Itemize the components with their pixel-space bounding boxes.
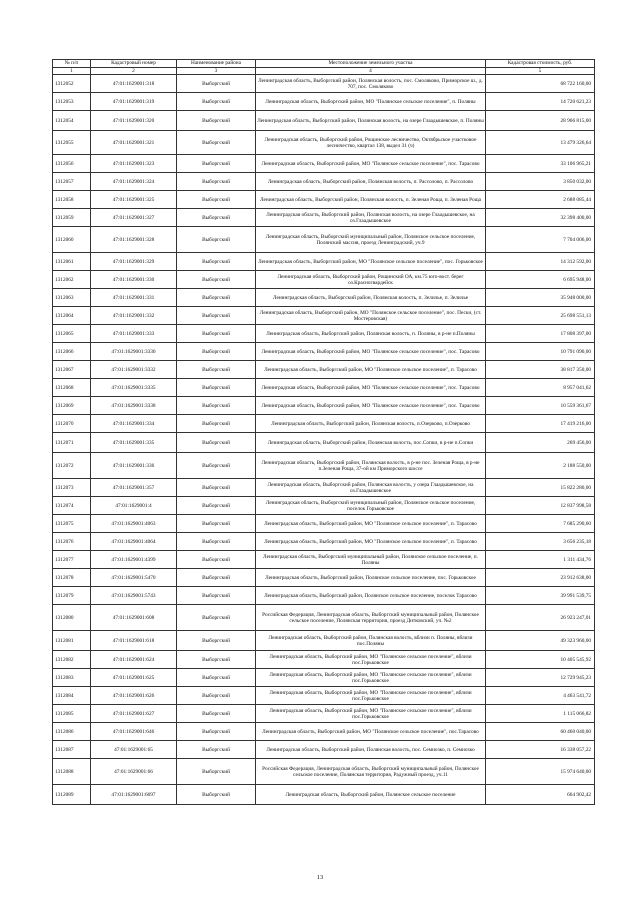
location-cell: Ленинградская область, Выборгский район, Рощинское лесничество, Октябрьское участковое лесничество, квартал 138, выдел 31 (ч) bbox=[256, 131, 486, 155]
cadastral-value-cell: 8 957 041,62 bbox=[486, 379, 595, 397]
location-cell: Ленинградская область, Выборгский муниципальный район, Полянское сельское поселение, поселок Горьковское bbox=[256, 497, 486, 515]
district-cell: Выборгский bbox=[177, 515, 256, 533]
row-number-cell: 1312066 bbox=[53, 343, 91, 361]
location-cell: Ленинградская область, Выборгский район, Полянская волость, п. Поляны, в р-не п.Поляны bbox=[256, 325, 486, 343]
cadastral-number-cell: 47:01:1629001:4 bbox=[91, 497, 177, 515]
cadastral-table bbox=[52, 59, 595, 805]
cadastral-value-cell: 269 456,00 bbox=[486, 433, 595, 453]
location-cell: Ленинградская область, Выборгский район, МО "Полянское сельское поселение", вблизи пос.Горьковское bbox=[256, 651, 486, 669]
cadastral-value-cell: 3 850 032,00 bbox=[486, 173, 595, 191]
row-number-cell: 1312071 bbox=[53, 433, 91, 453]
cadastral-value-cell: 2 188 550,00 bbox=[486, 453, 595, 479]
table-row bbox=[53, 631, 595, 651]
location-cell: Ленинградская область, Выборгский район, МО "Полянское сельское поселение", вблизи пос.Горьковское bbox=[256, 669, 486, 687]
table-row bbox=[53, 191, 595, 209]
cadastral-number-cell: 47:01:1629001:318 bbox=[91, 75, 177, 93]
cadastral-number-cell: 47:01:1629001:324 bbox=[91, 173, 177, 191]
cadastral-number-cell: 47:01:1629001:646 bbox=[91, 723, 177, 741]
district-cell: Выборгский bbox=[177, 453, 256, 479]
cadastral-number-cell: 47:01:1629001:331 bbox=[91, 289, 177, 307]
row-number-cell: 1312076 bbox=[53, 533, 91, 551]
table-row bbox=[53, 307, 595, 325]
row-number-cell: 1312059 bbox=[53, 209, 91, 227]
cadastral-number-cell: 47:01:1629001:328 bbox=[91, 227, 177, 253]
location-cell: Ленинградская область, Выборгский район, Полянская волость, пос. Смоляково, Приморское ш., д. 707, пос. Смоляково bbox=[256, 75, 486, 93]
location-cell: Ленинградская область, Выборгский район, Полянская волость, на озере Глаадышевское, на оз.Глаадышевское bbox=[256, 209, 486, 227]
cadastral-number-cell: 47:01:1629001:4064 bbox=[91, 533, 177, 551]
cadastral-value-cell: 1 311 434,76 bbox=[486, 551, 595, 569]
header-cell: Наименование района bbox=[177, 60, 256, 68]
cadastral-number-cell: 47:01:1629001:625 bbox=[91, 669, 177, 687]
district-cell: Выборгский bbox=[177, 325, 256, 343]
cadastral-number-cell: 47:01:1629001:65 bbox=[91, 741, 177, 759]
table-row bbox=[53, 155, 595, 173]
row-number-cell: 1312089 bbox=[53, 785, 91, 805]
cadastral-number-cell: 47:01:1629001:5743 bbox=[91, 587, 177, 605]
cadastral-value-cell: 33 106 965,21 bbox=[486, 155, 595, 173]
location-cell: Ленинградская область, Выборгский район, Полянская волость, в р-не пос. Зеленая Роща, в р-не п.Зеленая Роща, 37-ой км Приморского шоссе bbox=[256, 453, 486, 479]
table-row bbox=[53, 551, 595, 569]
location-cell: Ленинградская область, Выборгский район, Полянская волость, п. Зелилье, п. Зелилье bbox=[256, 289, 486, 307]
district-cell: Выборгский bbox=[177, 307, 256, 325]
district-cell: Выборгский bbox=[177, 379, 256, 397]
district-cell: Выборгский bbox=[177, 759, 256, 785]
table-row bbox=[53, 741, 595, 759]
location-cell: Ленинградская область, Выборгский район, МО "Полянское сельское поселение", п. Тарасово bbox=[256, 361, 486, 379]
row-number-cell: 1312057 bbox=[53, 173, 91, 191]
column-number: 3 bbox=[177, 68, 256, 75]
cadastral-value-cell: 664 902,42 bbox=[486, 785, 595, 805]
row-number-cell: 1312055 bbox=[53, 131, 91, 155]
cadastral-value-cell: 7 685 290,60 bbox=[486, 515, 595, 533]
district-cell: Выборгский bbox=[177, 433, 256, 453]
location-cell: Ленинградская область, Выборгский район, МО "Полянское сельское поселение", пос. Тарасово bbox=[256, 397, 486, 415]
location-cell: Ленинградская область, Выборгский район, МО "Полянское сельское поселение", п. Поляны bbox=[256, 93, 486, 111]
district-cell: Выборгский bbox=[177, 253, 256, 271]
table-row bbox=[53, 605, 595, 631]
location-cell: Ленинградская область, Выборгский район, МО "Полянское сельское поселение", п. Тарасово bbox=[256, 533, 486, 551]
cadastral-number-cell: 47:01:1629001:66 bbox=[91, 759, 177, 785]
row-number-cell: 1312064 bbox=[53, 307, 91, 325]
cadastral-value-cell: 60 460 040,00 bbox=[486, 723, 595, 741]
cadastral-number-cell: 47:01:1629001:319 bbox=[91, 93, 177, 111]
column-number-row bbox=[53, 68, 595, 75]
row-number-cell: 1312073 bbox=[53, 479, 91, 497]
location-cell: Ленинградская область, Выборгский район, МО "Полянское сельское поселение", п. Тарасово bbox=[256, 515, 486, 533]
cadastral-value-cell: 10 559 361,67 bbox=[486, 397, 595, 415]
location-cell: Ленинградская область, Выборгский район, Полянское сельское поселение, поселок Тарасово bbox=[256, 587, 486, 605]
cadastral-value-cell: 2 688 085,44 bbox=[486, 191, 595, 209]
cadastral-number-cell: 47:01:1629001:336 bbox=[91, 453, 177, 479]
district-cell: Выборгский bbox=[177, 209, 256, 227]
cadastral-value-cell: 4 463 541,72 bbox=[486, 687, 595, 705]
row-number-cell: 1312063 bbox=[53, 289, 91, 307]
district-cell: Выборгский bbox=[177, 361, 256, 379]
table-row bbox=[53, 785, 595, 805]
cadastral-value-cell: 15 974 640,00 bbox=[486, 759, 595, 785]
table-row bbox=[53, 227, 595, 253]
row-number-cell: 1312062 bbox=[53, 271, 91, 289]
cadastral-value-cell: 10 791 090,00 bbox=[486, 343, 595, 361]
column-number: 1 bbox=[53, 68, 91, 75]
table-row bbox=[53, 759, 595, 785]
district-cell: Выборгский bbox=[177, 111, 256, 131]
cadastral-value-cell: 39 991 539,75 bbox=[486, 587, 595, 605]
cadastral-value-cell: 23 912 638,00 bbox=[486, 569, 595, 587]
table-header-row bbox=[53, 60, 595, 68]
row-number-cell: 1312086 bbox=[53, 723, 91, 741]
cadastral-value-cell: 12 729 945,23 bbox=[486, 669, 595, 687]
row-number-cell: 1312060 bbox=[53, 227, 91, 253]
table-row bbox=[53, 343, 595, 361]
district-cell: Выборгский bbox=[177, 533, 256, 551]
location-cell: Ленинградская область, Выборгский район, Полянская волость, п. Зеленая Роща, п. Зеленая Роща bbox=[256, 191, 486, 209]
cadastral-value-cell: 3 656 235,18 bbox=[486, 533, 595, 551]
district-cell: Выборгский bbox=[177, 587, 256, 605]
location-cell: Ленинградская область, Выборгский район, Полянская волость, у озера Глаадышевское, на оз.Глаадышевское bbox=[256, 479, 486, 497]
location-cell: Ленинградская область, Выборгский район, МО "Полянское сельское поселение", пос. Пески, (ст. Мостеровская) bbox=[256, 307, 486, 325]
table-row bbox=[53, 723, 595, 741]
cadastral-number-cell: 47:01:1629001:5470 bbox=[91, 569, 177, 587]
district-cell: Выборгский bbox=[177, 131, 256, 155]
cadastral-number-cell: 47:01:1629001:330 bbox=[91, 271, 177, 289]
cadastral-value-cell: 25 698 551,13 bbox=[486, 307, 595, 325]
table-row bbox=[53, 453, 595, 479]
table-row bbox=[53, 497, 595, 515]
header-cell: Кадастровый номер bbox=[91, 60, 177, 68]
district-cell: Выборгский bbox=[177, 687, 256, 705]
cadastral-number-cell: 47:01:1629001:624 bbox=[91, 651, 177, 669]
row-number-cell: 1312068 bbox=[53, 379, 91, 397]
table-row bbox=[53, 75, 595, 93]
location-cell: Ленинградская область, Выборгский район, МО "Полянское сельское поселение", пос. Тарасово bbox=[256, 155, 486, 173]
location-cell: Ленинградская область, Выборгский район, Полянская волость, п.Озерково, п.Озерково bbox=[256, 415, 486, 433]
location-cell: Российская Федерация, Ленинградская область, Выборгский муниципальный район, Полянское сельское поселение, Полянская территория, проезд Дитковский, уч. №2 bbox=[256, 605, 486, 631]
table-row bbox=[53, 93, 595, 111]
cadastral-value-cell: 26 923 247,01 bbox=[486, 605, 595, 631]
district-cell: Выборгский bbox=[177, 569, 256, 587]
cadastral-number-cell: 47:01:1629001:626 bbox=[91, 687, 177, 705]
table-row bbox=[53, 111, 595, 131]
location-cell: Ленинградская область, Выборгский район, МО "Полянское сельское поселение", пос. Тарасово bbox=[256, 379, 486, 397]
district-cell: Выборгский bbox=[177, 343, 256, 361]
row-number-cell: 1312079 bbox=[53, 587, 91, 605]
page-number: 13 bbox=[316, 874, 324, 881]
cadastral-value-cell: 6 695 948,00 bbox=[486, 271, 595, 289]
district-cell: Выборгский bbox=[177, 705, 256, 723]
cadastral-number-cell: 47:01:1629001:4399 bbox=[91, 551, 177, 569]
cadastral-value-cell: 1 115 066,82 bbox=[486, 705, 595, 723]
cadastral-value-cell: 12 837 998,58 bbox=[486, 497, 595, 515]
row-number-cell: 1312061 bbox=[53, 253, 91, 271]
district-cell: Выборгский bbox=[177, 651, 256, 669]
cadastral-number-cell: 47:01:1629001:3338 bbox=[91, 397, 177, 415]
district-cell: Выборгский bbox=[177, 173, 256, 191]
row-number-cell: 1312069 bbox=[53, 397, 91, 415]
row-number-cell: 1312084 bbox=[53, 687, 91, 705]
cadastral-value-cell: 16 338 057,22 bbox=[486, 741, 595, 759]
cadastral-value-cell: 15 822 280,00 bbox=[486, 479, 595, 497]
cadastral-number-cell: 47:01:1629001:357 bbox=[91, 479, 177, 497]
table-row bbox=[53, 669, 595, 687]
district-cell: Выборгский bbox=[177, 785, 256, 805]
location-cell: Российская Федерация, Ленинградская область, Выборгский муниципальный район, Полянское сельское поселение, Полянская территория, Радужный проезд, уч.11 bbox=[256, 759, 486, 785]
row-number-cell: 1312052 bbox=[53, 75, 91, 93]
row-number-cell: 1312087 bbox=[53, 741, 91, 759]
location-cell: Ленинградская область, Выборгский район, Полянское сельское поселение bbox=[256, 785, 486, 805]
location-cell: Ленинградская область, Выборгский район, МО "Полянское сельское поселение", пос. Горьковское bbox=[256, 253, 486, 271]
row-number-cell: 1312081 bbox=[53, 631, 91, 651]
cadastral-value-cell: 38 817 350,00 bbox=[486, 361, 595, 379]
district-cell: Выборгский bbox=[177, 497, 256, 515]
cadastral-number-cell: 47:01:1629001:323 bbox=[91, 155, 177, 173]
cadastral-value-cell: 14 312 592,00 bbox=[486, 253, 595, 271]
district-cell: Выборгский bbox=[177, 289, 256, 307]
location-cell: Ленинградская область, Выборгский район, Полянская волость, вблизи п. Поляны, вблизи пос.Поляны bbox=[256, 631, 486, 651]
cadastral-number-cell: 47:01:1629001:320 bbox=[91, 111, 177, 131]
location-cell: Ленинградская область, Выборгский район, Полянская волость, пос.Сопки, в р-не п.Сопки bbox=[256, 433, 486, 453]
district-cell: Выборгский bbox=[177, 605, 256, 631]
cadastral-number-cell: 47:01:1629001:329 bbox=[91, 253, 177, 271]
table-row bbox=[53, 173, 595, 191]
table-row bbox=[53, 253, 595, 271]
location-cell: Ленинградская область, Выборгский район, Полянская волость, на озере Глаадышевское, п. Поляны bbox=[256, 111, 486, 131]
row-number-cell: 1312070 bbox=[53, 415, 91, 433]
cadastral-number-cell: 47:01:1629001:3330 bbox=[91, 343, 177, 361]
location-cell: Ленинградская область, Выборгский район, МО "Полянское сельское поселение", пос. Тарасово bbox=[256, 343, 486, 361]
table-row bbox=[53, 131, 595, 155]
district-cell: Выборгский bbox=[177, 631, 256, 651]
location-cell: Ленинградская область, Выборгский район, Полянская волость, пос. Семиозко, п. Семиозко bbox=[256, 741, 486, 759]
row-number-cell: 1312088 bbox=[53, 759, 91, 785]
table-row bbox=[53, 415, 595, 433]
cadastral-number-cell: 47:01:1629001:627 bbox=[91, 705, 177, 723]
table-row bbox=[53, 569, 595, 587]
cadastral-number-cell: 47:01:1629001:3335 bbox=[91, 379, 177, 397]
district-cell: Выборгский bbox=[177, 155, 256, 173]
row-number-cell: 1312053 bbox=[53, 93, 91, 111]
table-row bbox=[53, 379, 595, 397]
district-cell: Выборгский bbox=[177, 271, 256, 289]
cadastral-number-cell: 47:01:1629001:618 bbox=[91, 631, 177, 651]
document-page bbox=[52, 59, 594, 805]
row-number-cell: 1312085 bbox=[53, 705, 91, 723]
cadastral-number-cell: 47:01:1629001:321 bbox=[91, 131, 177, 155]
cadastral-number-cell: 47:01:1629001:608 bbox=[91, 605, 177, 631]
cadastral-number-cell: 47:01:1629001:327 bbox=[91, 209, 177, 227]
cadastral-number-cell: 47:01:1629001:333 bbox=[91, 325, 177, 343]
row-number-cell: 1312072 bbox=[53, 453, 91, 479]
cadastral-number-cell: 47:01:1629001:6697 bbox=[91, 785, 177, 805]
row-number-cell: 1312067 bbox=[53, 361, 91, 379]
location-cell: Ленинградская область, Выборгский район, МО "Полянское сельское поселение", вблизи пос.Горьковское bbox=[256, 705, 486, 723]
row-number-cell: 1312083 bbox=[53, 669, 91, 687]
row-number-cell: 1312075 bbox=[53, 515, 91, 533]
cadastral-value-cell: 17 808 397,00 bbox=[486, 325, 595, 343]
row-number-cell: 1312056 bbox=[53, 155, 91, 173]
table-row bbox=[53, 397, 595, 415]
table-row bbox=[53, 651, 595, 669]
column-number: 4 bbox=[256, 68, 486, 75]
column-number: 5 bbox=[486, 68, 595, 75]
district-cell: Выборгский bbox=[177, 415, 256, 433]
table-row bbox=[53, 325, 595, 343]
table-row bbox=[53, 433, 595, 453]
district-cell: Выборгский bbox=[177, 191, 256, 209]
district-cell: Выборгский bbox=[177, 551, 256, 569]
district-cell: Выборгский bbox=[177, 397, 256, 415]
location-cell: Ленинградская область, Выборгский муниципальный район, Полянское сельское поселение, Полянский массив, проезд Ленинградский, уч.9 bbox=[256, 227, 486, 253]
row-number-cell: 1312077 bbox=[53, 551, 91, 569]
row-number-cell: 1312078 bbox=[53, 569, 91, 587]
cadastral-value-cell: 10 405 545,92 bbox=[486, 651, 595, 669]
header-cell: Кадастровая стоимость, руб. bbox=[486, 60, 595, 68]
location-cell: Ленинградская область, Выборгский район, Полянское сельское поселение, пос. Горьковское bbox=[256, 569, 486, 587]
cadastral-value-cell: 49 323 960,00 bbox=[486, 631, 595, 651]
row-number-cell: 1312082 bbox=[53, 651, 91, 669]
district-cell: Выборгский bbox=[177, 75, 256, 93]
table-row bbox=[53, 479, 595, 497]
district-cell: Выборгский bbox=[177, 723, 256, 741]
cadastral-value-cell: 32 398 400,00 bbox=[486, 209, 595, 227]
cadastral-number-cell: 47:01:1629001:3332 bbox=[91, 361, 177, 379]
cadastral-value-cell: 13 479 326,64 bbox=[486, 131, 595, 155]
cadastral-number-cell: 47:01:1629001:334 bbox=[91, 415, 177, 433]
district-cell: Выборгский bbox=[177, 741, 256, 759]
cadastral-number-cell: 47:01:1629001:4063 bbox=[91, 515, 177, 533]
cadastral-number-cell: 47:01:1629001:325 bbox=[91, 191, 177, 209]
table-row bbox=[53, 289, 595, 307]
table-row bbox=[53, 361, 595, 379]
table-row bbox=[53, 209, 595, 227]
table-row bbox=[53, 515, 595, 533]
cadastral-value-cell: 28 966 815,00 bbox=[486, 111, 595, 131]
row-number-cell: 1312080 bbox=[53, 605, 91, 631]
column-number: 2 bbox=[91, 68, 177, 75]
district-cell: Выборгский bbox=[177, 227, 256, 253]
cadastral-number-cell: 47:01:1629001:335 bbox=[91, 433, 177, 453]
row-number-cell: 1312065 bbox=[53, 325, 91, 343]
location-cell: Ленинградская область, Выборгский район, МО "Полянское сельское поселение", пос.Тарасово bbox=[256, 723, 486, 741]
row-number-cell: 1312054 bbox=[53, 111, 91, 131]
cadastral-value-cell: 7 704 006,00 bbox=[486, 227, 595, 253]
cadastral-value-cell: 14 720 621,23 bbox=[486, 93, 595, 111]
cadastral-number-cell: 47:01:1629001:332 bbox=[91, 307, 177, 325]
location-cell: Ленинградская область, Выборгский район, МО "Полянское сельское поселение", вблизи пос.Горьковское bbox=[256, 687, 486, 705]
location-cell: Ленинградская область, Выборгский район, Рощинский ОА, км.75 юго-вост. берег оз.Красногвардейск bbox=[256, 271, 486, 289]
table-row bbox=[53, 587, 595, 605]
cadastral-value-cell: 35 948 000,00 bbox=[486, 289, 595, 307]
district-cell: Выборгский bbox=[177, 93, 256, 111]
location-cell: Ленинградская область, Выборгский муниципальный район, Полянское сельское поселение, п. Поляны bbox=[256, 551, 486, 569]
header-cell: Местоположение земельного участка bbox=[256, 60, 486, 68]
header-cell: № п/п bbox=[53, 60, 91, 68]
row-number-cell: 1312074 bbox=[53, 497, 91, 515]
district-cell: Выборгский bbox=[177, 479, 256, 497]
cadastral-value-cell: 17 419 216,00 bbox=[486, 415, 595, 433]
location-cell: Ленинградская область, Выборгский район, Полянская волость, п. Рассолово, п. Рассолово bbox=[256, 173, 486, 191]
cadastral-value-cell: 68 722 160,00 bbox=[486, 75, 595, 93]
row-number-cell: 1312058 bbox=[53, 191, 91, 209]
table-row bbox=[53, 687, 595, 705]
table-row bbox=[53, 533, 595, 551]
table-row bbox=[53, 705, 595, 723]
table-row bbox=[53, 271, 595, 289]
district-cell: Выборгский bbox=[177, 669, 256, 687]
